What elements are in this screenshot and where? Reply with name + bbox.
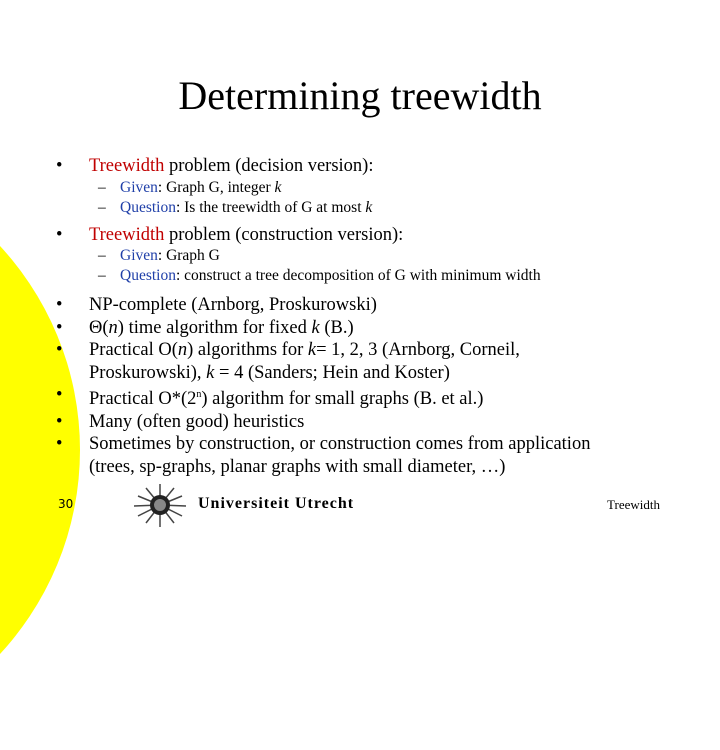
- slide-title: Determining treewidth: [178, 73, 542, 118]
- dash-marker: –: [98, 267, 106, 284]
- bullet-marker: •: [56, 340, 63, 360]
- page-number: 30: [58, 497, 74, 511]
- bullet-marker: •: [56, 411, 63, 432]
- theta-symbol: Θ: [89, 317, 103, 338]
- subbullet-construction-given: – Given: Graph G: [98, 247, 220, 264]
- question-label: Question: [120, 198, 176, 216]
- bullet-np-complete: • NP-complete (Arnborg, Proskurowski): [56, 295, 377, 315]
- bullet-decision: • Treewidth problem (decision version):: [56, 156, 374, 176]
- treewidth-term: Treewidth: [89, 156, 165, 176]
- dash-marker: –: [98, 178, 106, 196]
- subbullet-construction-question: – Question: construct a tree decomposition of G with minimum width: [98, 267, 541, 284]
- dash-marker: –: [98, 198, 106, 216]
- bullet-marker: •: [56, 224, 63, 245]
- bullet-marker: •: [56, 317, 63, 338]
- slide-footer: [0, 480, 720, 540]
- university-sun-logo-icon: [128, 480, 192, 530]
- given-label: Given: [120, 247, 158, 264]
- university-name: Universiteit Utrecht: [198, 495, 355, 512]
- question-label: Question: [120, 267, 176, 284]
- given-label: Given: [120, 178, 158, 196]
- bullet-practical-exponential: • Practical O*(2$^n$) algorithm for small graphs (B. et al.): [56, 385, 484, 410]
- subbullet-decision-question: – Question: Is the treewidth of G at most k: [98, 198, 373, 216]
- bullet-theta-algorithm: • Θ(n) time algorithm for fixed k (B.): [56, 317, 354, 338]
- footer-topic: Treewidth: [607, 497, 660, 512]
- bullet-marker: •: [56, 434, 63, 455]
- bullet-heuristics: • Many (often good) heuristics: [56, 411, 305, 432]
- treewidth-term: Treewidth: [89, 224, 165, 245]
- bullet-practical-linear: • Practical O(n) algorithms for k= 1, 2, 3 (Arnborg, Corneil, Proskurowski), k = 4 (Sanders; Hein and Koster): [56, 340, 520, 383]
- bullet-marker: •: [56, 385, 63, 405]
- dash-marker: –: [98, 247, 106, 264]
- subbullet-decision-given: – Given: Graph G, integer k: [98, 178, 282, 196]
- slide-content: [56, 155, 696, 478]
- bullet-marker: •: [56, 156, 63, 176]
- bullet-marker: •: [56, 295, 63, 315]
- bullet-construction: • Treewidth problem (construction version):: [56, 224, 404, 245]
- bullet-by-construction: • Sometimes by construction, or construction comes from application (trees, sp-graphs, planar graphs with small diameter, …): [56, 434, 591, 477]
